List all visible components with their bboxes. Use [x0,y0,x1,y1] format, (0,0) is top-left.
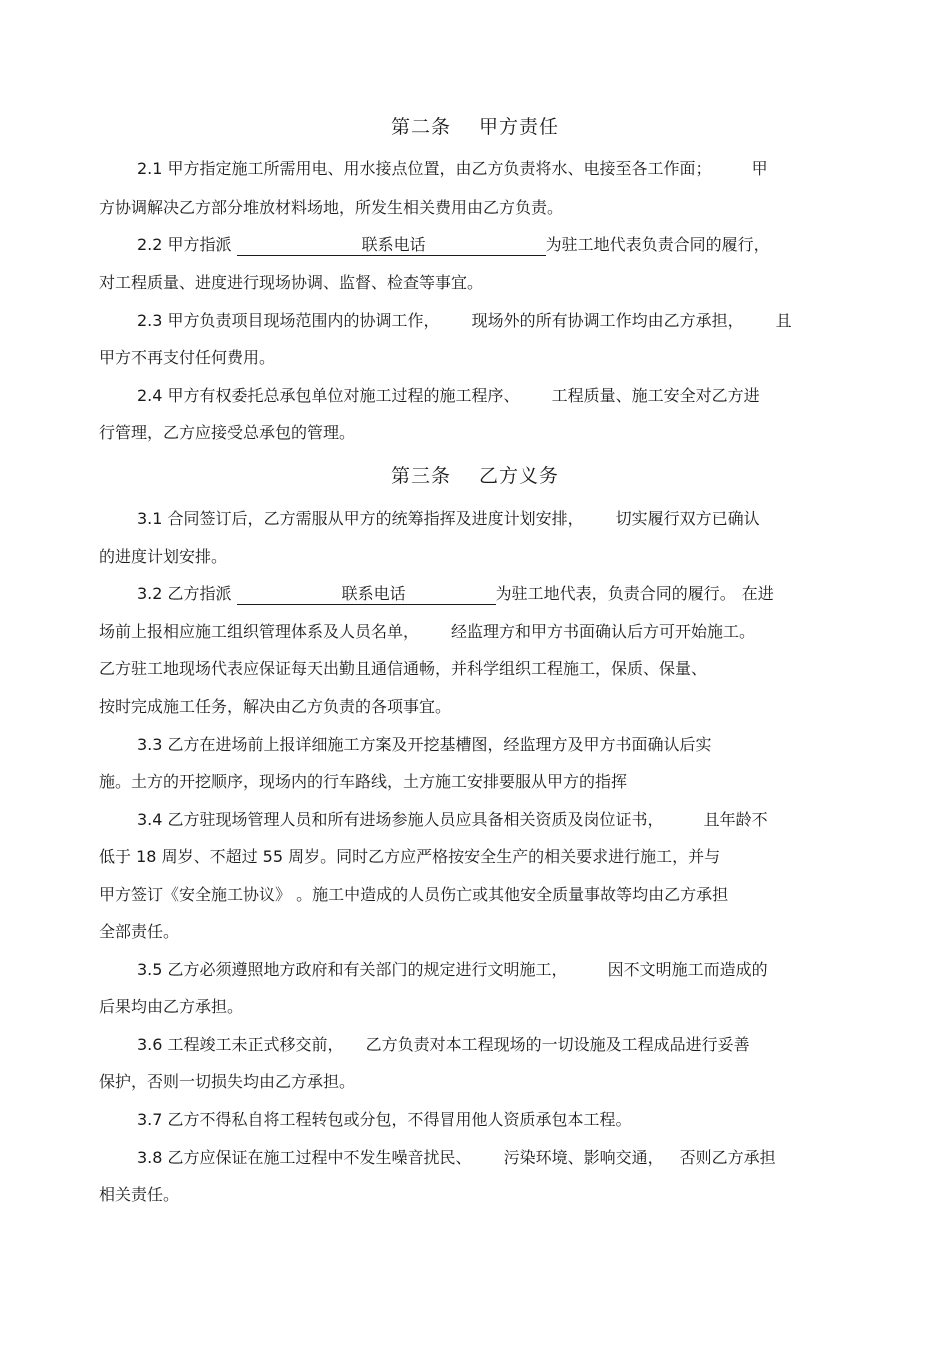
section-number: 第二条 [390,116,451,138]
representative-blank[interactable]: 联系电话 [237,584,496,605]
clause-3-2-line-1: 3.2 乙方指派 联系电话 为驻工地代表，负责合同的履行。 在进 [137,584,774,603]
clause-3-5-line-2: 后果均由乙方承担。 [99,997,244,1016]
age-min: 18 [136,847,157,866]
clause-2-2-line-2: 对工程质量、进度进行现场协调、监督、检查等事宜。 [99,273,484,292]
clause-3-2-line-2: 场前上报相应施工组织管理体系及人员名单， 经监理方和甲方书面确认后方可开始施工。 [99,622,756,641]
section-number: 第三条 [390,465,451,487]
clause-3-1-line-2: 的进度计划安排。 [99,547,228,566]
clause-3-4-line-4: 全部责任。 [99,922,180,941]
clause-2-1-line-1: 2.1 甲方指定施工所需用电、用水接点位置，由乙方负责将水、电接至各工作面； 甲 [137,159,768,178]
clause-3-4-line-1: 3.4 乙方驻现场管理人员和所有进场参施人员应具备相关资质及岗位证书， 且年龄不 [137,810,768,829]
clause-3-2-line-3: 乙方驻工地现场代表应保证每天出勤且通信通畅，并科学组织工程施工，保质、保量、 [99,659,708,678]
clause-3-6-line-2: 保护，否则一切损失均由乙方承担。 [99,1072,356,1091]
clause-3-5-line-1: 3.5 乙方必须遵照地方政府和有关部门的规定进行文明施工， 因不文明施工而造成的 [137,960,768,979]
representative-blank[interactable]: 联系电话 [237,235,546,256]
clause-2-4-line-2: 行管理，乙方应接受总承包的管理。 [99,423,356,442]
clause-3-1-line-1: 3.1 合同签订后，乙方需服从甲方的统筹指挥及进度计划安排， 切实履行双方已确认 [137,509,760,528]
clause-3-3-line-1: 3.3 乙方在进场前上报详细施工方案及开挖基槽图，经监理方及甲方书面确认后实 [137,735,712,754]
section-title-2 [0,114,950,140]
clause-2-1-line-2: 方协调解决乙方部分堆放材料场地，所发生相关费用由乙方负责。 [99,198,564,217]
clause-3-7-line-1: 3.7 乙方不得私自将工程转包或分包，不得冒用他人资质承包本工程。 [137,1110,632,1129]
clause-3-8-line-1: 3.8 乙方应保证在施工过程中不发生噪音扰民、 污染环境、影响交通， 否则乙方承担 [137,1148,776,1167]
clause-3-2-line-4: 按时完成施工任务，解决由乙方负责的各项事宜。 [99,697,452,716]
clause-2-4-line-1: 2.4 甲方有权委托总承包单位对施工过程的施工程序、 工程质量、施工安全对乙方进 [137,386,760,405]
clause-2-3-line-2: 甲方不再支付任何费用。 [99,348,276,367]
clause-3-4-line-2: 低于 18 周岁、不超过 55 周岁。同时乙方应严格按安全生产的相关要求进行施工，并与 [99,847,721,866]
section-heading: 乙方义务 [479,465,560,487]
section-heading: 甲方责任 [479,116,560,138]
clause-2-3-line-1: 2.3 甲方负责项目现场范围内的协调工作， 现场外的所有协调工作均由乙方承担， 且 [137,311,792,330]
clause-3-6-line-1: 3.6 工程竣工未正式移交前， 乙方负责对本工程现场的一切设施及工程成品进行妥善 [137,1035,750,1054]
clause-3-4-line-3: 甲方签订《安全施工协议》 。施工中造成的人员伤亡或其他安全质量事故等均由乙方承担 [99,885,729,904]
clause-3-3-line-2: 施。土方的开挖顺序，现场内的行车路线，土方施工安排要服从甲方的指挥 [99,772,628,791]
age-max: 55 [262,847,284,866]
clause-3-8-line-2: 相关责任。 [99,1185,180,1204]
clause-2-2-line-1: 2.2 甲方指派 联系电话 为驻工地代表负责合同的履行， [137,235,770,254]
section-title-3 [0,463,950,489]
